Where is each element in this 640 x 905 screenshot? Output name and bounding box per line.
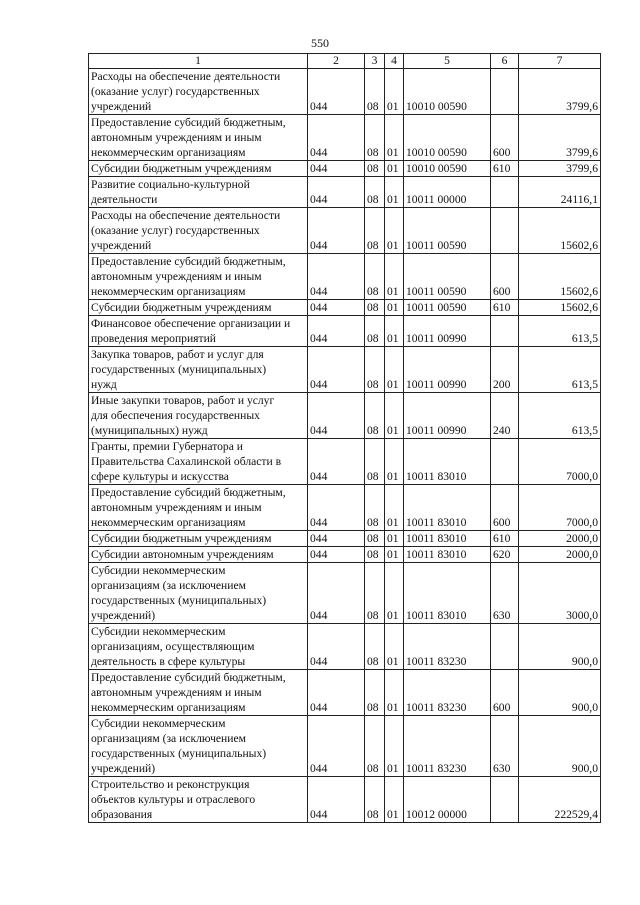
column-header-4: 4 (385, 54, 404, 69)
row-name: Иные закупки товаров, работ и услуг для обеспечения государственных (муниципальных) нужд (89, 393, 308, 439)
row-subsection-code: 01 (385, 393, 404, 439)
table-row (89, 393, 601, 439)
row-ministry-code: 044 (308, 439, 365, 485)
row-target-code: 10011 00990 (404, 316, 491, 347)
row-section-code: 08 (365, 208, 385, 254)
row-target-code: 10010 00590 (404, 69, 491, 115)
row-target-code: 10011 83010 (404, 563, 491, 624)
row-name: Расходы на обеспечение деятельности (оказание услуг) государственных учреждений (89, 208, 308, 254)
row-subsection-code: 01 (385, 69, 404, 115)
row-ministry-code: 044 (308, 161, 365, 177)
table-row (89, 208, 601, 254)
header-row (89, 54, 601, 69)
row-ministry-code: 044 (308, 624, 365, 670)
table-row (89, 115, 601, 161)
row-expense-type: 610 (491, 161, 519, 177)
row-amount: 3799,6 (519, 115, 601, 161)
row-section-code: 08 (365, 316, 385, 347)
row-expense-type: 600 (491, 670, 519, 716)
page-number: 550 (311, 36, 329, 50)
row-section-code: 08 (365, 254, 385, 300)
row-amount: 24116,1 (519, 177, 601, 208)
row-name: Закупка товаров, работ и услуг для государственных (муниципальных) нужд (89, 347, 308, 393)
row-ministry-code: 044 (308, 393, 365, 439)
row-name: Субсидии автономным учреждениям (89, 547, 308, 563)
table-body (89, 69, 601, 823)
table-row (89, 485, 601, 531)
row-subsection-code: 01 (385, 563, 404, 624)
row-target-code: 10011 00990 (404, 393, 491, 439)
row-subsection-code: 01 (385, 161, 404, 177)
row-section-code: 08 (365, 439, 385, 485)
row-section-code: 08 (365, 161, 385, 177)
row-target-code: 10011 83010 (404, 485, 491, 531)
row-name: Строительство и реконструкция объектов культуры и отраслевого образования (89, 777, 308, 823)
row-section-code: 08 (365, 300, 385, 316)
column-header-6: 6 (491, 54, 519, 69)
table-row (89, 624, 601, 670)
row-ministry-code: 044 (308, 485, 365, 531)
row-subsection-code: 01 (385, 177, 404, 208)
row-name: Развитие социально-культурной деятельности (89, 177, 308, 208)
row-ministry-code: 044 (308, 531, 365, 547)
row-subsection-code: 01 (385, 115, 404, 161)
row-name: Предоставление субсидий бюджетным, автономным учреждениям и иным некоммерческим организациям (89, 670, 308, 716)
row-target-code: 10011 83230 (404, 624, 491, 670)
table-row (89, 716, 601, 777)
row-section-code: 08 (365, 177, 385, 208)
row-name: Субсидии бюджетным учреждениям (89, 531, 308, 547)
column-header-1: 1 (89, 54, 308, 69)
row-section-code: 08 (365, 716, 385, 777)
row-name: Субсидии бюджетным учреждениям (89, 300, 308, 316)
row-amount: 222529,4 (519, 777, 601, 823)
row-amount: 3799,6 (519, 69, 601, 115)
row-subsection-code: 01 (385, 716, 404, 777)
row-amount: 900,0 (519, 624, 601, 670)
column-header-7: 7 (519, 54, 601, 69)
row-expense-type: 630 (491, 563, 519, 624)
table-row (89, 347, 601, 393)
row-target-code: 10011 00990 (404, 347, 491, 393)
row-ministry-code: 044 (308, 716, 365, 777)
row-subsection-code: 01 (385, 531, 404, 547)
row-expense-type (491, 624, 519, 670)
row-section-code: 08 (365, 531, 385, 547)
row-ministry-code: 044 (308, 563, 365, 624)
row-subsection-code: 01 (385, 485, 404, 531)
row-subsection-code: 01 (385, 624, 404, 670)
row-target-code: 10011 00590 (404, 300, 491, 316)
column-header-3: 3 (365, 54, 385, 69)
row-name: Гранты, премии Губернатора и Правительства Сахалинской области в сфере культуры и искусства (89, 439, 308, 485)
row-name: Предоставление субсидий бюджетным, автономным учреждениям и иным некоммерческим организациям (89, 485, 308, 531)
row-amount: 613,5 (519, 316, 601, 347)
row-amount: 2000,0 (519, 547, 601, 563)
row-expense-type: 610 (491, 531, 519, 547)
row-section-code: 08 (365, 69, 385, 115)
row-ministry-code: 044 (308, 254, 365, 300)
row-target-code: 10010 00590 (404, 161, 491, 177)
row-target-code: 10011 83010 (404, 547, 491, 563)
row-ministry-code: 044 (308, 777, 365, 823)
row-target-code: 10011 00590 (404, 208, 491, 254)
row-section-code: 08 (365, 347, 385, 393)
row-target-code: 10010 00590 (404, 115, 491, 161)
row-ministry-code: 044 (308, 670, 365, 716)
budget-table (88, 53, 601, 823)
row-amount: 613,5 (519, 347, 601, 393)
row-target-code: 10011 00590 (404, 254, 491, 300)
table-row (89, 439, 601, 485)
row-name: Субсидии некоммерческим организациям (за исключением государственных (муниципальных) учреждений) (89, 716, 308, 777)
row-subsection-code: 01 (385, 777, 404, 823)
table-row (89, 547, 601, 563)
row-expense-type (491, 177, 519, 208)
row-expense-type: 600 (491, 254, 519, 300)
table-row (89, 563, 601, 624)
row-section-code: 08 (365, 624, 385, 670)
row-name: Субсидии бюджетным учреждениям (89, 161, 308, 177)
row-amount: 613,5 (519, 393, 601, 439)
row-ministry-code: 044 (308, 316, 365, 347)
row-expense-type (491, 316, 519, 347)
row-subsection-code: 01 (385, 300, 404, 316)
row-subsection-code: 01 (385, 347, 404, 393)
table-row (89, 316, 601, 347)
column-header-2: 2 (308, 54, 365, 69)
row-expense-type: 600 (491, 115, 519, 161)
row-subsection-code: 01 (385, 670, 404, 716)
row-amount: 3000,0 (519, 563, 601, 624)
row-expense-type: 630 (491, 716, 519, 777)
row-expense-type: 600 (491, 485, 519, 531)
row-target-code: 10011 83010 (404, 439, 491, 485)
row-name: Предоставление субсидий бюджетным, автономным учреждениям и иным некоммерческим организациям (89, 254, 308, 300)
row-name: Расходы на обеспечение деятельности (оказание услуг) государственных учреждений (89, 69, 308, 115)
table-row (89, 177, 601, 208)
row-section-code: 08 (365, 485, 385, 531)
row-subsection-code: 01 (385, 254, 404, 300)
row-target-code: 10011 83010 (404, 531, 491, 547)
row-expense-type: 200 (491, 347, 519, 393)
row-section-code: 08 (365, 115, 385, 161)
table-row (89, 254, 601, 300)
row-section-code: 08 (365, 393, 385, 439)
row-section-code: 08 (365, 563, 385, 624)
table-header (89, 54, 601, 69)
table-row (89, 670, 601, 716)
row-ministry-code: 044 (308, 300, 365, 316)
row-target-code: 10011 83230 (404, 716, 491, 777)
row-amount: 3799,6 (519, 161, 601, 177)
row-subsection-code: 01 (385, 439, 404, 485)
row-expense-type: 240 (491, 393, 519, 439)
row-ministry-code: 044 (308, 115, 365, 161)
row-target-code: 10011 00000 (404, 177, 491, 208)
row-ministry-code: 044 (308, 547, 365, 563)
row-ministry-code: 044 (308, 69, 365, 115)
row-amount: 900,0 (519, 670, 601, 716)
row-amount: 2000,0 (519, 531, 601, 547)
row-ministry-code: 044 (308, 347, 365, 393)
row-expense-type (491, 208, 519, 254)
table-row (89, 161, 601, 177)
table-row (89, 531, 601, 547)
row-name: Субсидии некоммерческим организациям (за исключением государственных (муниципальных) учреждений) (89, 563, 308, 624)
row-name: Предоставление субсидий бюджетным, автономным учреждениям и иным некоммерческим организациям (89, 115, 308, 161)
row-expense-type (491, 777, 519, 823)
row-amount: 900,0 (519, 716, 601, 777)
row-amount: 15602,6 (519, 300, 601, 316)
row-expense-type (491, 69, 519, 115)
table-row (89, 777, 601, 823)
row-target-code: 10012 00000 (404, 777, 491, 823)
row-subsection-code: 01 (385, 547, 404, 563)
row-subsection-code: 01 (385, 316, 404, 347)
row-subsection-code: 01 (385, 208, 404, 254)
table-row (89, 69, 601, 115)
row-amount: 15602,6 (519, 208, 601, 254)
row-name: Финансовое обеспечение организации и проведения мероприятий (89, 316, 308, 347)
row-amount: 15602,6 (519, 254, 601, 300)
row-ministry-code: 044 (308, 208, 365, 254)
row-expense-type (491, 439, 519, 485)
row-section-code: 08 (365, 670, 385, 716)
row-section-code: 08 (365, 547, 385, 563)
row-ministry-code: 044 (308, 177, 365, 208)
row-target-code: 10011 83230 (404, 670, 491, 716)
row-expense-type: 610 (491, 300, 519, 316)
row-name: Субсидии некоммерческим организациям, осуществляющим деятельность в сфере культуры (89, 624, 308, 670)
row-amount: 7000,0 (519, 485, 601, 531)
table-row (89, 300, 601, 316)
row-expense-type: 620 (491, 547, 519, 563)
row-section-code: 08 (365, 777, 385, 823)
column-header-5: 5 (404, 54, 491, 69)
row-amount: 7000,0 (519, 439, 601, 485)
